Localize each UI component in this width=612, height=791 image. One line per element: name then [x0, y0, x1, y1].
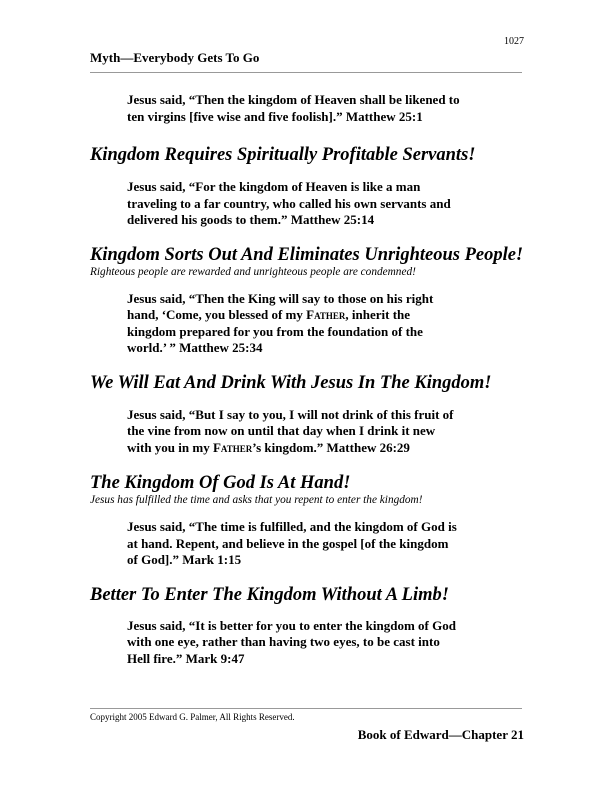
scripture-quote — [127, 618, 507, 668]
footer-rule — [90, 708, 522, 709]
quote-line: the vine from now on until that day when I drink it new — [127, 423, 436, 438]
copyright-notice: Copyright 2005 Edward G. Palmer, All Rights Reserved. — [90, 712, 295, 722]
page-number: 1027 — [504, 36, 524, 47]
quote-line: Jesus said, “Then the kingdom of Heaven shall be likened to — [127, 92, 460, 107]
quote-line: world.’ ” Matthew 25:34 — [127, 340, 263, 355]
section-subheading: Righteous people are rewarded and unrighteous people are condemned! — [90, 265, 416, 278]
section-heading: Better To Enter The Kingdom Without A Limb! — [90, 584, 449, 605]
quote-line: kingdom prepared for you from the foundation of the — [127, 323, 423, 339]
scripture-quote — [127, 407, 507, 457]
quote-line: Jesus said, “For the kingdom of Heaven is like a man — [127, 179, 421, 194]
quote-line: at hand. Repent, and believe in the gospel [of the kingdom — [127, 535, 449, 551]
quote-line: with one eye, rather than having two eyes, to be cast into — [127, 634, 440, 649]
scripture-quote — [127, 291, 507, 357]
scripture-quote — [127, 519, 507, 569]
section-subheading: Jesus has fulfilled the time and asks that you repent to enter the kingdom! — [90, 494, 423, 506]
quote-line: hand, ‘Come, you blessed of my Father, inherit the — [127, 307, 411, 322]
scripture-quote — [127, 92, 507, 125]
quote-line: Hell fire.” Mark 9:47 — [127, 650, 245, 666]
father-smallcaps: Father — [212, 439, 253, 455]
page-content — [90, 88, 522, 667]
quote-line: Jesus said, “The time is fulfilled, and the kingdom of God is — [127, 519, 457, 534]
quote-line: traveling to a far country, who called his own servants and — [127, 195, 451, 211]
father-smallcaps: Father — [306, 307, 346, 322]
running-head: Myth—Everybody Gets To Go — [90, 50, 260, 65]
header-rule — [90, 72, 522, 73]
quote-line: with you in my Father’s kingdom.” Matthew 26:29 — [127, 439, 410, 455]
section-heading: We Will Eat And Drink With Jesus In The Kingdom! — [90, 372, 492, 393]
section-heading: Kingdom Requires Spiritually Profitable Servants! — [90, 145, 476, 165]
quote-line: of God].” Mark 1:15 — [127, 552, 242, 567]
quote-line: Jesus said, “Then the King will say to those on his right — [127, 290, 434, 306]
section-heading: Kingdom Sorts Out And Eliminates Unrighteous People! — [90, 244, 524, 265]
quote-line: ten virgins [five wise and five foolish].” Matthew 25:1 — [127, 108, 423, 124]
quote-line: Jesus said, “It is better for you to enter the kingdom of God — [127, 617, 456, 633]
section-heading: The Kingdom Of God Is At Hand! — [90, 473, 351, 493]
quote-line: delivered his goods to them.” Matthew 25:14 — [127, 212, 375, 227]
scripture-quote — [127, 179, 507, 229]
book-chapter-footer: Book of Edward—Chapter 21 — [357, 727, 524, 742]
quote-line: Jesus said, “But I say to you, I will not drink of this fruit of — [127, 406, 454, 422]
